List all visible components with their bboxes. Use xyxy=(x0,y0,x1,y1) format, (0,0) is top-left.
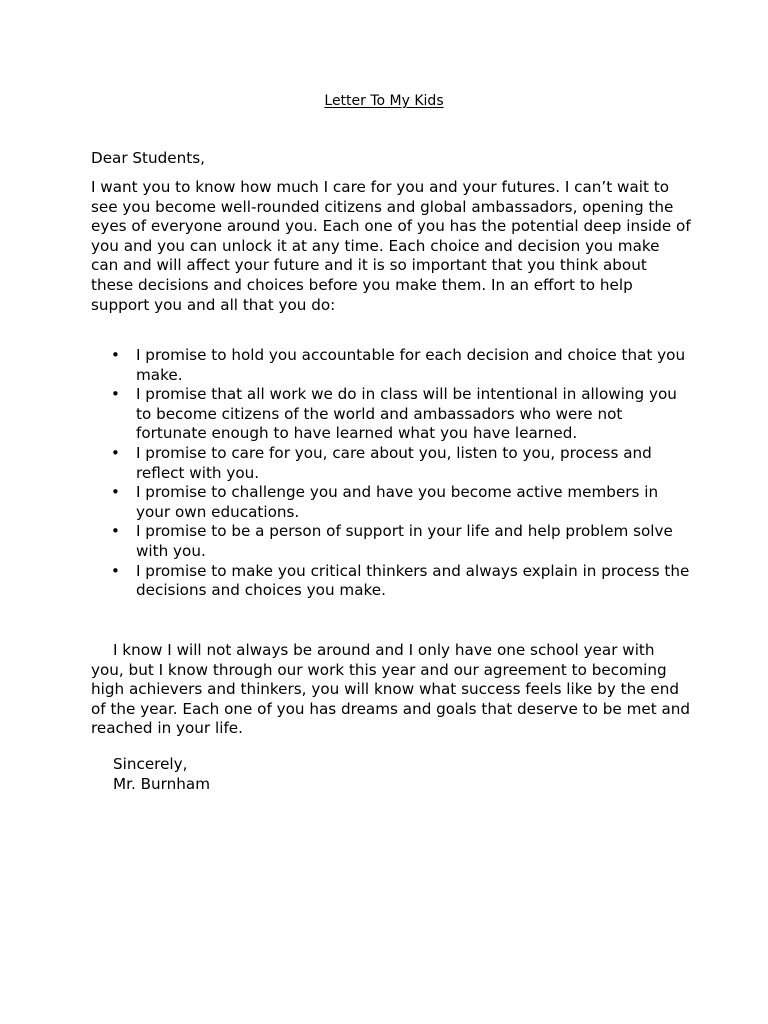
bullet-icon: • xyxy=(111,346,120,364)
signature-name: Mr. Burnham xyxy=(113,774,210,793)
bullet-icon: • xyxy=(111,522,120,541)
promise-list xyxy=(91,346,691,601)
letter-title-text: Letter To My Kids xyxy=(324,93,444,109)
promise-text: I promise to be a person of support in your life and help problem solve with you. xyxy=(136,522,673,560)
bullet-icon: • xyxy=(111,443,120,462)
promise-item xyxy=(91,346,691,385)
letter-title xyxy=(0,91,768,111)
promise-item xyxy=(91,483,691,522)
promise-text: I promise to hold you accountable for each decision and choice that you make. xyxy=(136,346,686,384)
promise-text: I promise to challenge you and have you become active members in your own educations. xyxy=(136,483,659,521)
signoff-block xyxy=(113,755,210,794)
promise-text: I promise that all work we do in class will be intentional in allowing you to become citizens of the world and ambassadors who were not fortunate enough to have learned what you have learned. xyxy=(136,385,677,443)
promise-text: I promise to make you critical thinkers and always explain in process the decisions and choices you make. xyxy=(136,561,690,600)
bullet-icon: • xyxy=(111,385,120,404)
signoff-text: Sincerely, xyxy=(113,755,188,773)
intro-paragraph: I want you to know how much I care for you and your futures. I can’t wait to see you become well-rounded citizens and global ambassadors, opening the eyes of everyone around you. Each one of you has the potential deep inside of you and you can unlock it at any time. Each choice and decision you make can and will affect your future and it is so important that you think about these decisions and choices before you make them. In an effort to help support you and all that you do: xyxy=(91,178,691,314)
promise-item xyxy=(91,562,691,601)
salutation: Dear Students, xyxy=(91,149,205,167)
promise-item xyxy=(91,522,691,561)
closing-paragraph: I know I will not always be around and I only have one school year with you, but I know through our work this year and our agreement to becoming high achievers and thinkers, you will know what success feels like by the end of the year. Each one of you has dreams and goals that deserve to be met and reached in your life. xyxy=(91,641,691,738)
promise-text: I promise to care for you, care about you, listen to you, process and reflect with you. xyxy=(136,443,652,482)
promise-item xyxy=(91,444,691,483)
promise-item xyxy=(91,385,691,444)
bullet-icon: • xyxy=(111,561,120,580)
bullet-icon: • xyxy=(111,483,120,502)
